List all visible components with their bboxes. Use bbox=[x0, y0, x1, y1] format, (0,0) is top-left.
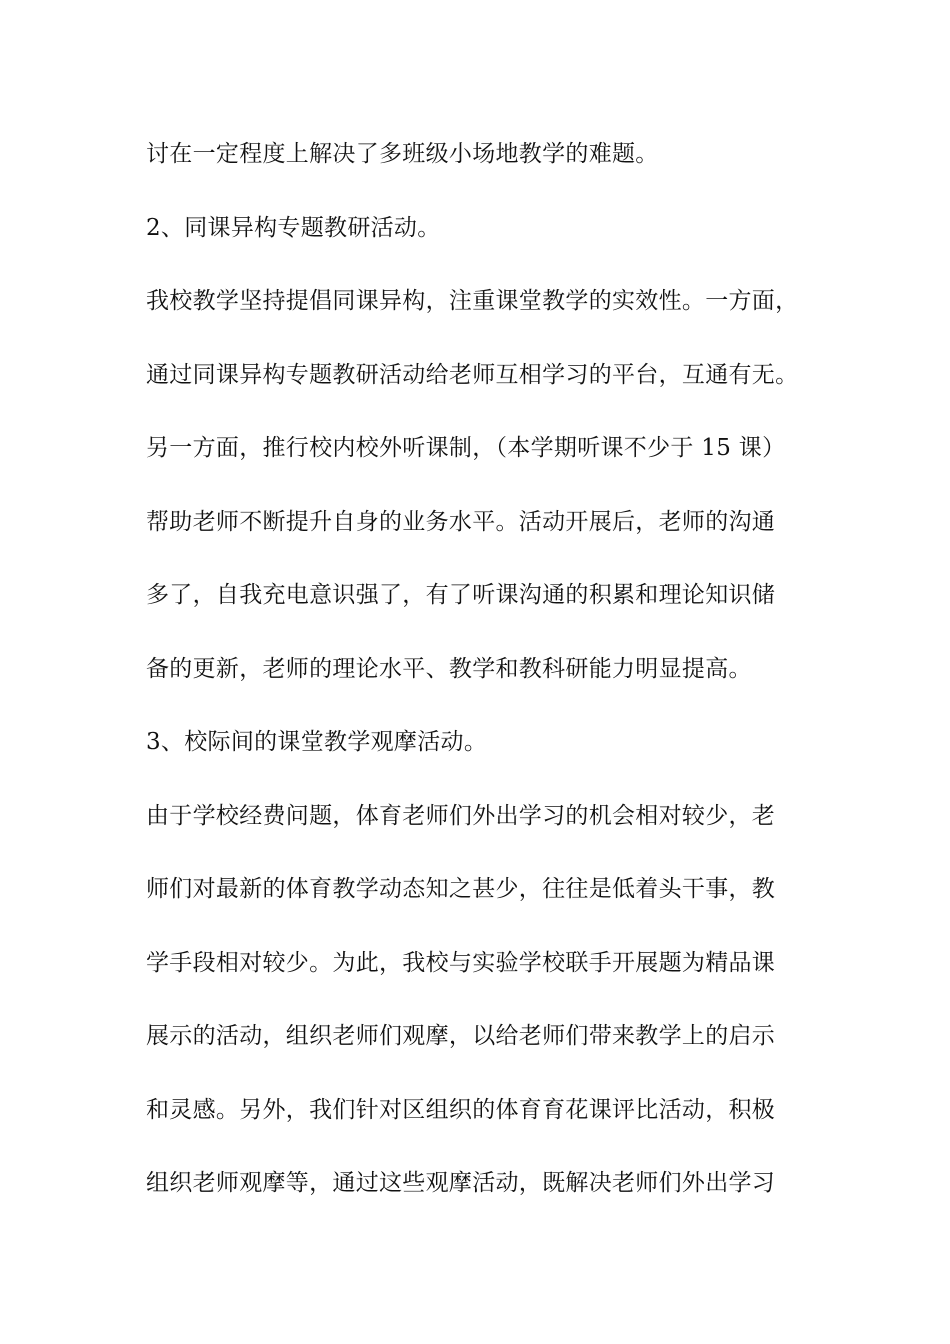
text-line: 备的更新，老师的理论水平、教学和教科研能力明显提高。 bbox=[146, 655, 752, 682]
text-line: 展示的活动，组织老师们观摩，以给老师们带来教学上的启示 bbox=[146, 1023, 776, 1049]
text-line: 和灵感。另外，我们针对区组织的体育育花课评比活动，积极 bbox=[146, 1096, 776, 1123]
text-line: 组织老师观摩等，通过这些观摩活动，既解决老师们外出学习 bbox=[146, 1170, 776, 1196]
text-line: 讨在一定程度上解决了多班级小场地教学的难题。 bbox=[146, 141, 659, 167]
section-heading: 2、同课异构专题教研活动。 bbox=[146, 214, 441, 241]
document-body bbox=[146, 134, 826, 1237]
text-line: 我校教学坚持提倡同课异构，注重课堂教学的实效性。一方面， bbox=[146, 288, 799, 314]
text-line: 另一方面，推行校内校外听课制，（本学期听课不少于 15 课） bbox=[146, 435, 786, 461]
text-line: 学手段相对较少。为此，我校与实验学校联手开展题为精品课 bbox=[146, 949, 776, 976]
section-heading: 3、校际间的课堂教学观摩活动。 bbox=[146, 729, 488, 755]
text-line: 多了，自我充电意识强了，有了听课沟通的积累和理论知识储 bbox=[146, 582, 776, 608]
text-line: 帮助老师不断提升自身的业务水平。活动开展后，老师的沟通 bbox=[146, 508, 776, 535]
text-line: 由于学校经费问题，体育老师们外出学习的机会相对较少，老 bbox=[146, 802, 776, 829]
text-line: 通过同课异构专题教研活动给老师互相学习的平台，互通有无。 bbox=[146, 361, 799, 388]
text-line: 师们对最新的体育教学动态知之甚少，往往是低着头干事，教 bbox=[146, 876, 776, 902]
